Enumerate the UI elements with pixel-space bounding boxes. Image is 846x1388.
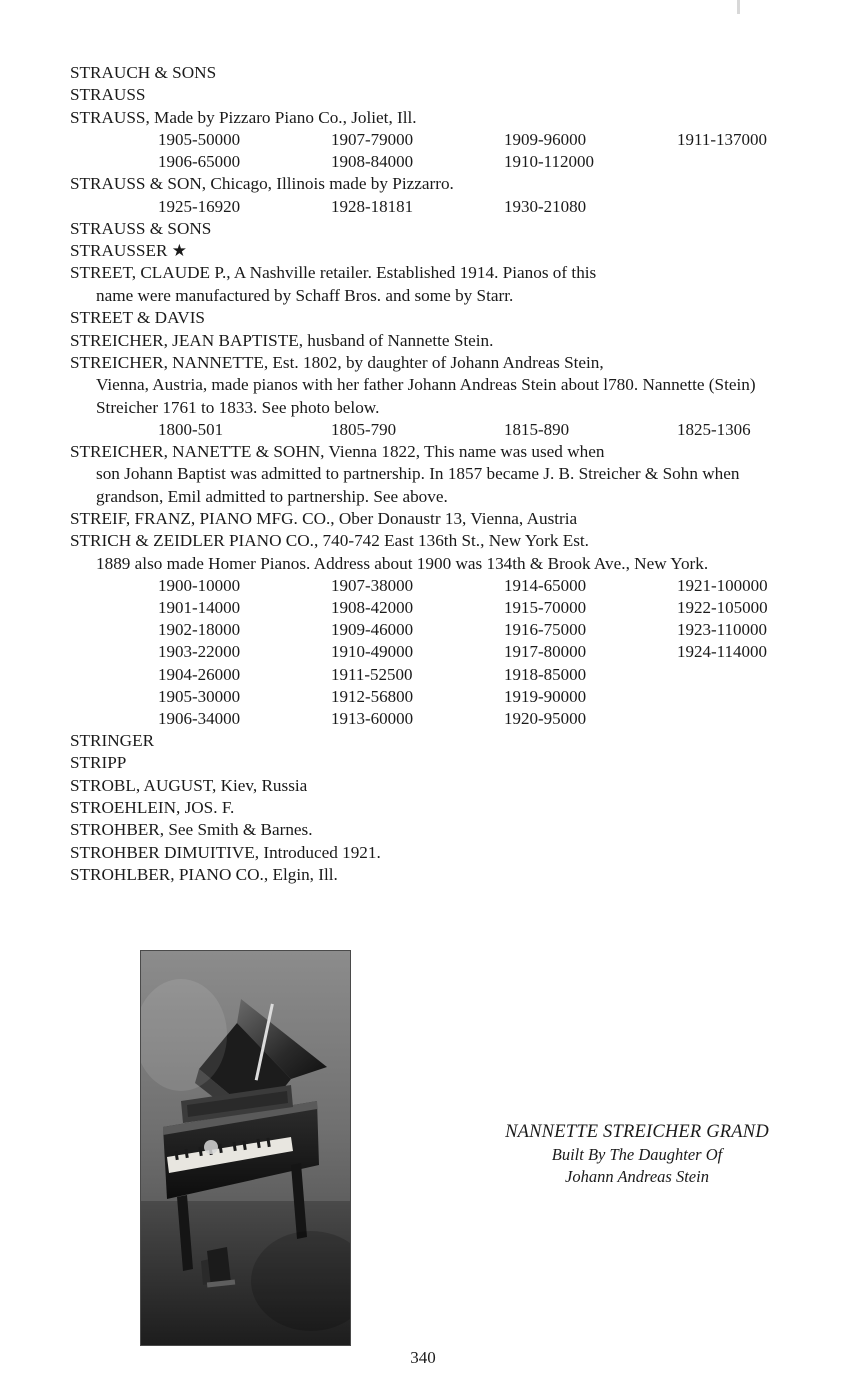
entry-text: STRICH & ZEIDLER PIANO CO., 740-742 East 136th St., New York Est.: [70, 531, 589, 551]
entry-text: STROHBER, See Smith & Barnes.: [70, 820, 313, 840]
figure-caption: [452, 1120, 822, 1188]
serial-cell: 1920-95000: [504, 708, 587, 728]
serial-cell: 1924-114000: [677, 642, 768, 662]
piano-photograph: [140, 950, 351, 1346]
serial-cell: 1925-16920: [158, 196, 241, 216]
serial-cell: 1901-14000: [158, 598, 241, 618]
serial-number-table: [70, 419, 780, 441]
entry-text: STREICHER, NANNETTE, Est. 1802, by daughter of Johann Andreas Stein,: [70, 352, 604, 372]
dictionary-entry: [70, 262, 780, 307]
piano-photo-image: [141, 951, 350, 1345]
entry-continuation: Vienna, Austria, made pianos with her father Johann Andreas Stein about l780. Nannette (Stein) Streicher 1761 to 1833. See photo below.: [96, 375, 756, 417]
serial-cell: 1915-70000: [504, 598, 587, 618]
serial-cell: 1919-90000: [504, 686, 587, 706]
serial-row: [158, 641, 780, 663]
entry-text: STROEHLEIN, JOS. F.: [70, 797, 235, 817]
entry-text: STRIPP: [70, 753, 127, 773]
dictionary-entry: [70, 508, 780, 530]
serial-cell: 1908-84000: [331, 152, 414, 172]
entry-text: STREET, CLAUDE P., A Nashville retailer. Established 1914. Pianos of this: [70, 263, 597, 283]
serial-cell: 1908-42000: [331, 598, 414, 618]
serial-cell: 1900-10000: [158, 576, 241, 596]
serial-cell: 1907-38000: [331, 576, 414, 596]
entry-continuation: name were manufactured by Schaff Bros. and some by Starr.: [96, 285, 514, 305]
caption-line-2: Built By The Daughter Of: [551, 1145, 723, 1165]
serial-number-table: [70, 575, 780, 730]
caption-title: NANNETTE STREICHER GRAND: [505, 1122, 769, 1142]
entry-text: STRAUSS, Made by Pizzaro Piano Co., Joliet, Ill.: [70, 107, 417, 127]
serial-cell: 1907-79000: [331, 130, 414, 150]
serial-cell: 1917-80000: [504, 642, 587, 662]
serial-cell: 1911-52500: [331, 664, 413, 684]
serial-cell: 1800-501: [158, 419, 224, 439]
entry-text: STRAUSS & SONS: [70, 218, 212, 238]
serial-cell: 1906-34000: [158, 708, 241, 728]
dictionary-entry: [70, 84, 780, 106]
serial-row: [158, 575, 780, 597]
serial-row: [158, 151, 780, 173]
dictionary-entry: [70, 62, 780, 84]
serial-number-table: [70, 129, 780, 173]
serial-cell: 1904-26000: [158, 664, 241, 684]
serial-cell: 1921-100000: [677, 576, 768, 596]
entry-text: STROBL, AUGUST, Kiev, Russia: [70, 775, 308, 795]
serial-row: [158, 708, 780, 730]
serial-cell: 1923-110000: [677, 620, 768, 640]
serial-cell: 1922-105000: [677, 598, 768, 618]
serial-cell: 1913-60000: [331, 708, 414, 728]
dictionary-entry: [70, 240, 780, 262]
dictionary-entry: [70, 218, 780, 240]
entry-text: STREICHER, NANETTE & SOHN, Vienna 1822, This name was used when: [70, 442, 605, 462]
entry-text: STRAUSS & SON, Chicago, Illinois made by Pizzarro.: [70, 174, 454, 194]
dictionary-entry: [70, 752, 780, 774]
serial-cell: 1902-18000: [158, 620, 241, 640]
serial-row: [158, 664, 780, 686]
entry-text: STREICHER, JEAN BAPTISTE, husband of Nannette Stein.: [70, 330, 494, 350]
dictionary-entry: [70, 530, 780, 575]
serial-cell: 1916-75000: [504, 620, 587, 640]
serial-cell: 1909-96000: [504, 130, 587, 150]
dictionary-entry: [70, 775, 780, 797]
entry-text: STRINGER: [70, 730, 155, 750]
dictionary-entry: [70, 730, 780, 752]
entry-text: STREET & DAVIS: [70, 308, 205, 328]
serial-cell: 1815-890: [504, 419, 570, 439]
entry-text: STRAUSSER ★: [70, 241, 188, 261]
serial-row: [158, 196, 780, 218]
caption-line-3: Johann Andreas Stein: [565, 1167, 709, 1187]
entry-continuation: 1889 also made Homer Pianos. Address about 1900 was 134th & Brook Ave., New York.: [96, 553, 709, 573]
entry-list: [70, 62, 780, 886]
entry-text: STROHLBER, PIANO CO., Elgin, Ill.: [70, 865, 338, 885]
serial-cell: 1912-56800: [331, 686, 414, 706]
entry-text: STROHBER DIMUITIVE, Introduced 1921.: [70, 842, 381, 862]
serial-cell: 1918-85000: [504, 664, 587, 684]
dictionary-entry: [70, 307, 780, 329]
dictionary-entry: [70, 107, 780, 129]
serial-cell: 1903-22000: [158, 642, 241, 662]
serial-cell: 1905-50000: [158, 130, 241, 150]
serial-cell: 1928-18181: [331, 196, 414, 216]
dictionary-entry: [70, 797, 780, 819]
dictionary-entry: [70, 864, 780, 886]
entry-continuation: son Johann Baptist was admitted to partnership. In 1857 became J. B. Streicher & Sohn when grandson, Emil admitted to partnership. See above.: [96, 464, 740, 506]
serial-row: [158, 619, 780, 641]
serial-row: [158, 129, 780, 151]
entry-text: STREIF, FRANZ, PIANO MFG. CO., Ober Donaustr 13, Vienna, Austria: [70, 509, 578, 529]
dictionary-entry: [70, 173, 780, 195]
dictionary-entry: [70, 352, 780, 419]
serial-cell: 1914-65000: [504, 576, 587, 596]
serial-cell: 1805-790: [331, 419, 397, 439]
serial-cell: 1910-112000: [504, 152, 595, 172]
serial-number-table: [70, 196, 780, 218]
serial-cell: 1825-1306: [677, 419, 751, 439]
scan-edge-mark: [737, 0, 740, 14]
serial-cell: 1910-49000: [331, 642, 414, 662]
serial-cell: 1906-65000: [158, 152, 241, 172]
serial-row: [158, 597, 780, 619]
dictionary-entry: [70, 842, 780, 864]
entry-text: STRAUCH & SONS: [70, 63, 217, 82]
serial-cell: 1905-30000: [158, 686, 241, 706]
entry-text: STRAUSS: [70, 85, 146, 105]
dictionary-entry: [70, 819, 780, 841]
serial-cell: 1930-21080: [504, 196, 587, 216]
serial-row: [158, 686, 780, 708]
dictionary-entry: [70, 441, 780, 508]
page-number: 340: [410, 1348, 436, 1367]
serial-cell: 1909-46000: [331, 620, 414, 640]
serial-row: [158, 419, 780, 441]
dictionary-entry: [70, 330, 780, 352]
serial-cell: 1911-137000: [677, 130, 768, 150]
